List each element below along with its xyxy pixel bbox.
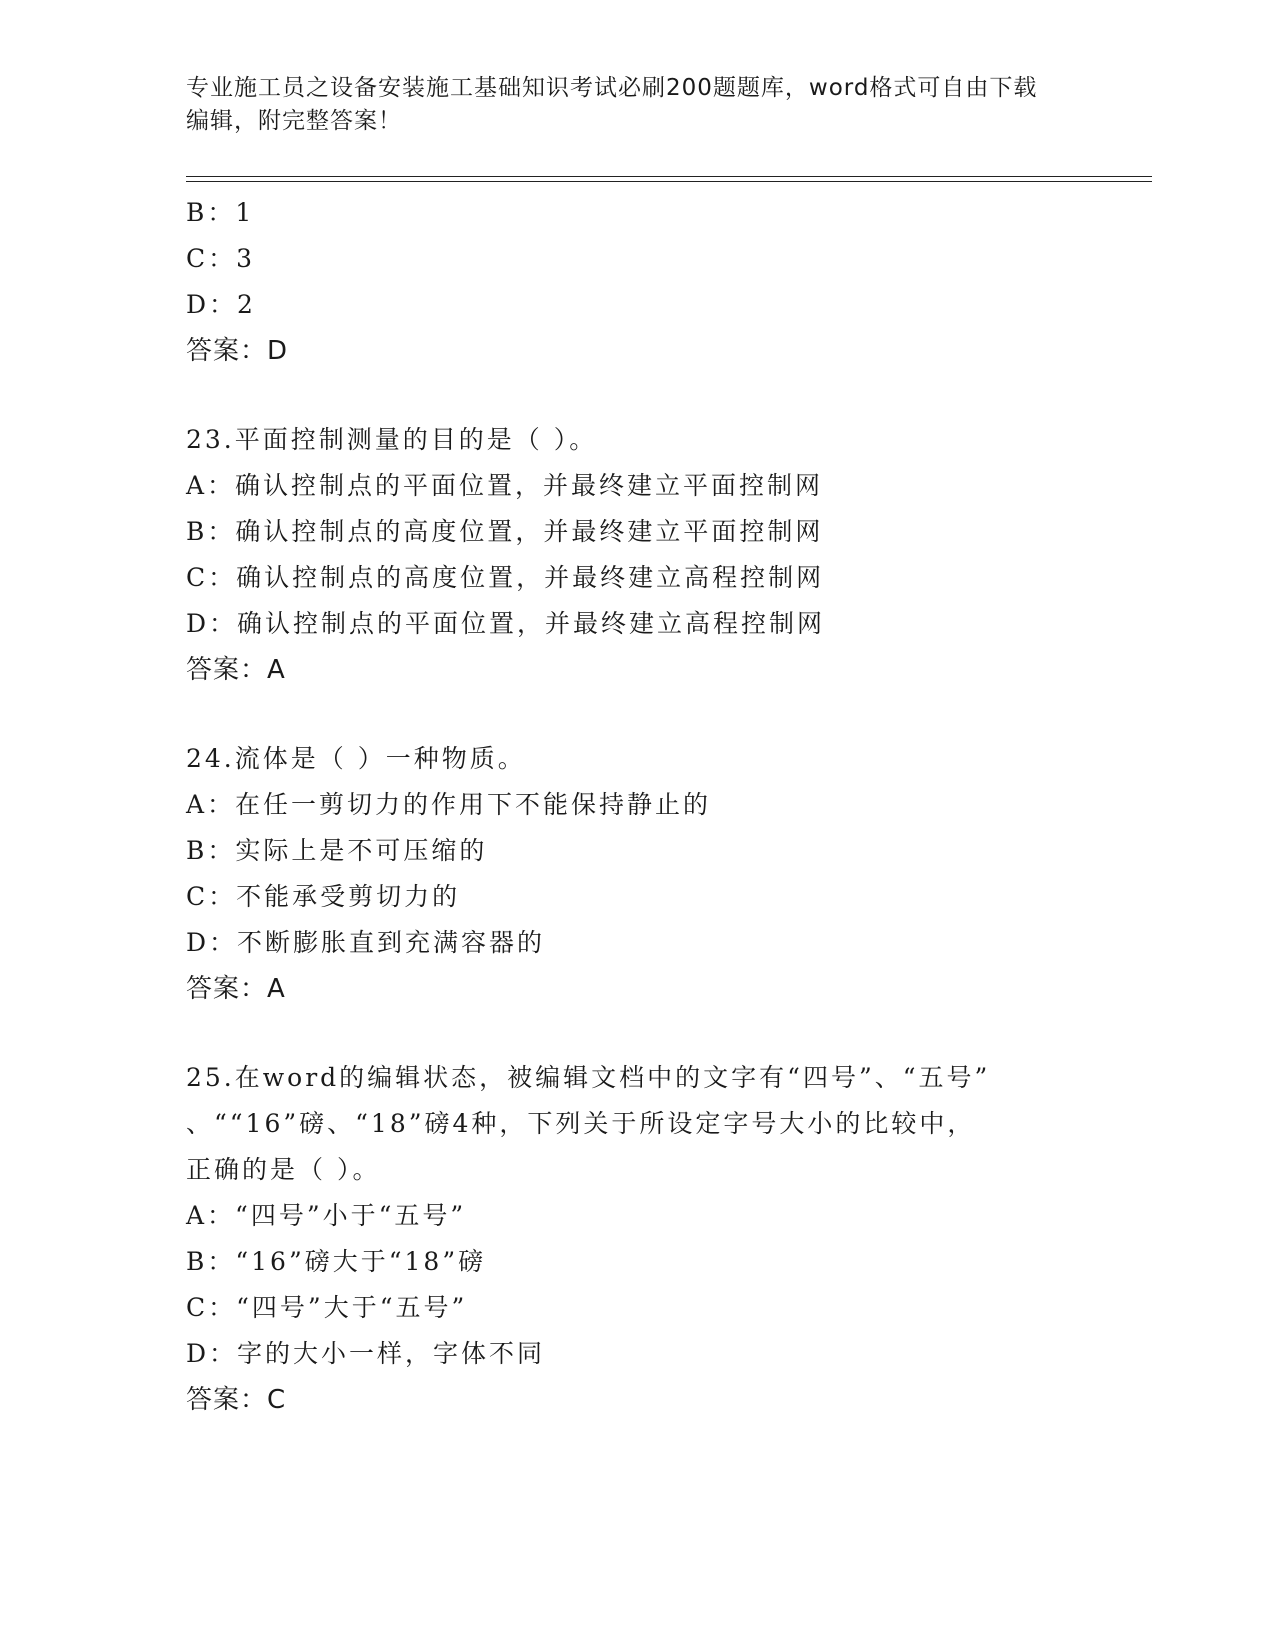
- previous-question-tail: [186, 190, 1146, 374]
- header-divider-bottom: [186, 181, 1152, 182]
- option-c: C：确认控制点的高度位置，并最终建立高程控制网: [186, 563, 825, 592]
- document-header: [186, 72, 1086, 138]
- question-text: 23.平面控制测量的目的是（ ）。: [186, 425, 598, 454]
- option-b: B：1: [186, 198, 255, 227]
- option-d: D：2: [186, 290, 256, 319]
- question-text-line-1: 25.在word的编辑状态，被编辑文档中的文字有“四号”、“五号”: [186, 1063, 991, 1092]
- question-25: [186, 1055, 1146, 1423]
- option-b: B：“16”磅大于“18”磅: [186, 1247, 487, 1276]
- option-c: C：不能承受剪切力的: [186, 882, 461, 911]
- option-a: A：在任一剪切力的作用下不能保持静止的: [186, 790, 712, 819]
- header-title-line-2: 编辑，附完整答案！: [186, 108, 402, 134]
- header-title-line-1: 专业施工员之设备安装施工基础知识考试必刷200题题库，word格式可自由下载: [186, 75, 1038, 101]
- answer-line: 答案：A: [186, 655, 286, 685]
- question-23: [186, 417, 1146, 693]
- question-text-line-2: 、““16”磅、“18”磅4种，下列关于所设定字号大小的比较中，: [186, 1109, 976, 1138]
- option-d: D：字的大小一样，字体不同: [186, 1339, 546, 1368]
- option-d: D：不断膨胀直到充满容器的: [186, 928, 546, 957]
- question-text: 24.流体是（ ）一种物质。: [186, 744, 526, 773]
- question-list: [186, 190, 1146, 1423]
- option-c: C：3: [186, 244, 256, 273]
- option-c: C：“四号”大于“五号”: [186, 1293, 468, 1322]
- answer-line: 答案：C: [186, 1385, 287, 1415]
- option-b: B：实际上是不可压缩的: [186, 836, 488, 865]
- answer-line: 答案：A: [186, 974, 286, 1004]
- option-b: B：确认控制点的高度位置，并最终建立平面控制网: [186, 517, 824, 546]
- question-24: [186, 736, 1146, 1012]
- answer-line: 答案：D: [186, 336, 289, 366]
- header-divider-top: [186, 176, 1152, 177]
- option-a: A：确认控制点的平面位置，并最终建立平面控制网: [186, 471, 824, 500]
- option-a: A：“四号”小于“五号”: [186, 1201, 467, 1230]
- option-d: D：确认控制点的平面位置，并最终建立高程控制网: [186, 609, 826, 638]
- question-text-line-3: 正确的是（ ）。: [186, 1155, 381, 1184]
